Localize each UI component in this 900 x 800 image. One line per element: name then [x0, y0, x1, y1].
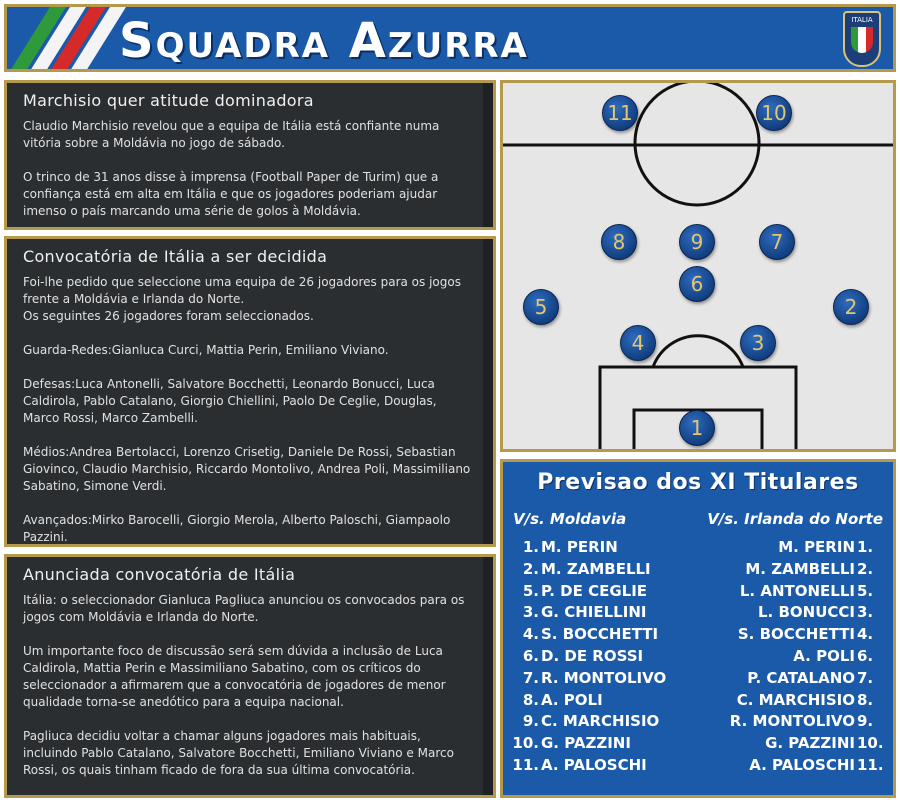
predicted-lineup-panel [500, 459, 896, 798]
crest-label: ITALIA [851, 16, 873, 24]
right-number: 3. [857, 603, 874, 622]
player-marker: 3 [740, 325, 776, 361]
article-paragraph: Pagliuca decidiu voltar a chamar alguns jogadores mais habituais, incluindo Pablo Catalano, Salvatore Bocchetti, Emiliano Viviano e Marco Rossi, os quais tinham ficado de fora da sua última convocatória. [23, 729, 454, 777]
left-number: 11. [512, 756, 539, 774]
player-marker: 10 [756, 95, 792, 131]
player-marker: 7 [759, 224, 795, 260]
right-number: 10. [857, 734, 884, 753]
page-title: Squadra Azurra [119, 13, 529, 69]
right-number: 4. [857, 625, 874, 644]
player-marker: 2 [833, 289, 869, 325]
news-panel-convocatoria [4, 236, 496, 547]
vs-moldavia-header: V/s. Moldavia [513, 510, 627, 528]
left-player-name: C. MARCHISIO [541, 712, 660, 731]
right-player-name: A. POLI [793, 647, 855, 665]
news-panel-marchisio [4, 80, 496, 230]
left-number: 7. [522, 668, 539, 687]
left-number: 6. [522, 647, 539, 665]
article-title: Marchisio quer atitude dominadora [23, 91, 314, 110]
player-marker: 11 [602, 95, 638, 131]
right-number: 1. [857, 538, 874, 556]
right-player-name: L. BONUCCI [758, 603, 855, 622]
article-body [7, 110, 493, 220]
right-number: 6. [857, 647, 874, 665]
left-number: 1. [522, 538, 539, 556]
right-player-name: L. ANTONELLI [739, 581, 855, 600]
left-player-name: M. PERIN [541, 538, 618, 556]
right-player-name: A. PALOSCHI [749, 756, 855, 774]
right-player-name: M. ZAMBELLI [745, 559, 855, 578]
article-paragraph: Um importante foco de discussão será sem dúvida a inclusão de Luca Caldirola, Mattia Perin e Massimiliano Sabatino, com os críticos do seleccionador a afirmarem que a convocatória de jogadores de menor qualidade torna-se anedótico para a equipa nacional. [23, 644, 446, 709]
article-body [7, 266, 493, 546]
left-number: 5. [522, 581, 539, 600]
article-body [7, 584, 493, 779]
crest-flag [851, 27, 873, 53]
article-paragraph: O trinco de 31 anos disse à imprensa (Football Paper de Turim) que a confiança está em alta em Itália e que os jogadores poderiam ajudar imenso o país marcando uma série de golos à Moldávia. [23, 170, 439, 218]
left-player-name: G. PAZZINI [541, 734, 631, 753]
italy-crest-icon [843, 11, 881, 67]
right-player-name: G. PAZZINI [765, 734, 855, 753]
right-player-name: M. PERIN [778, 538, 855, 556]
player-marker: 9 [679, 224, 715, 260]
right-number: 7. [857, 668, 874, 687]
goalkeepers-list: Guarda-Redes:Gianluca Curci, Mattia Perin, Emiliano Viviano. [23, 343, 389, 357]
lineup-row [503, 669, 893, 691]
left-number: 3. [522, 603, 539, 622]
left-number: 2. [522, 559, 539, 578]
midfielders-list: Médios:Andrea Bertolacci, Lorenzo Crisetig, Daniele De Rossi, Sebastian Giovinco, Claudio Marchisio, Riccardo Montolivo, Andrea Poli, Massimiliano Sabatino, Simone Verdi. [23, 445, 471, 493]
right-number: 8. [857, 690, 874, 709]
right-player-name: S. BOCCHETTI [737, 625, 855, 644]
left-player-name: S. BOCCHETTI [541, 625, 659, 644]
vs-irlanda-header: V/s. Irlanda do Norte [707, 510, 883, 528]
right-number: 11. [857, 756, 884, 774]
player-marker: 1 [679, 410, 715, 446]
player-marker: 4 [620, 325, 656, 361]
lineup-row [503, 582, 893, 604]
right-number: 2. [857, 559, 874, 578]
right-player-name: P. CATALANO [747, 668, 855, 687]
player-marker: 8 [601, 224, 637, 260]
lineup-row [503, 603, 893, 625]
left-player-name: R. MONTOLIVO [541, 668, 667, 687]
news-panel-anunciada [4, 554, 496, 798]
article-paragraph: Itália: o seleccionador Gianluca Pagliuca anunciou os convocados para os jogos com Moldávia e Irlanda do Norte. [23, 593, 465, 624]
lineup-row [503, 647, 893, 669]
right-player-name: R. MONTOLIVO [729, 712, 855, 731]
left-number: 10. [512, 734, 539, 753]
lineup-row [503, 691, 893, 713]
article-title: Anunciada convocatória de Itália [23, 565, 296, 584]
left-number: 4. [522, 625, 539, 644]
lineup-row [503, 734, 893, 756]
left-player-name: M. ZAMBELLI [541, 559, 651, 578]
player-marker: 5 [523, 289, 559, 325]
lineup-row [503, 756, 893, 778]
left-player-name: A. POLI [541, 690, 603, 709]
lineup-row [503, 625, 893, 647]
forwards-list: Avançados:Mirko Barocelli, Giorgio Merola, Alberto Paloschi, Giampaolo Pazzini. [23, 513, 451, 544]
right-player-name: C. MARCHISIO [736, 690, 855, 709]
left-player-name: A. PALOSCHI [541, 756, 647, 774]
left-player-name: P. DE CEGLIE [541, 581, 648, 600]
lineup-row [503, 560, 893, 582]
lineup-title: Previsao dos XI Titulares [537, 470, 859, 495]
left-player-name: D. DE ROSSI [541, 647, 644, 665]
player-marker: 6 [679, 266, 715, 302]
defenders-list: Defesas:Luca Antonelli, Salvatore Bocchetti, Leonardo Bonucci, Luca Caldirola, Pablo Catalano, Giorgio Chiellini, Paolo De Ceglie, Douglas, Marco Rossi, Marco Zambelli. [23, 377, 437, 425]
right-number: 9. [857, 712, 874, 731]
left-player-name: G. CHIELLINI [541, 603, 647, 622]
left-number: 9. [522, 712, 539, 731]
lineup-row [503, 538, 893, 560]
article-paragraph: Foi-lhe pedido que seleccione uma equipa de 26 jogadores para os jogos frente a Moldávia e Irlanda do Norte. Os seguintes 26 jogadores foram seleccionados. [23, 275, 461, 323]
article-paragraph: Claudio Marchisio revelou que a equipa de Itália está confiante numa vitória sobre a Moldávia no jogo de sábado. [23, 119, 440, 150]
formation-pitch [500, 80, 896, 452]
left-number: 8. [522, 690, 539, 709]
article-title: Convocatória de Itália a ser decidida [23, 247, 328, 266]
lineup-row [503, 712, 893, 734]
page-header [4, 4, 896, 72]
right-number: 5. [857, 581, 874, 600]
